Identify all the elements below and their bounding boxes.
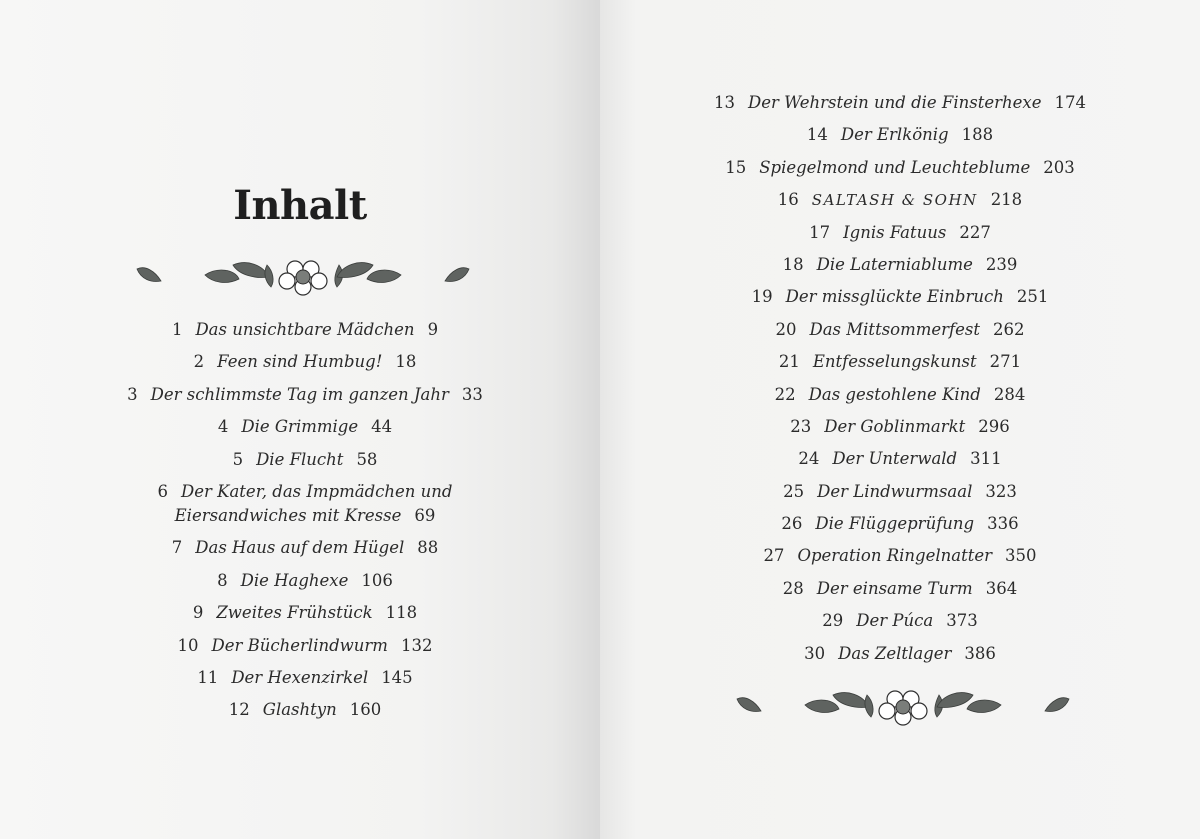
chapter-title-line2: Eiersandwiches mit Kresse	[174, 506, 402, 526]
chapter-number: 7	[171, 538, 183, 558]
page-number: 69	[414, 506, 436, 526]
chapter-number: 5	[232, 449, 244, 469]
chapter-title: Der Goblinmarkt	[824, 416, 966, 436]
chapter-title: Das Zeltlager	[838, 643, 952, 663]
toc-entry[interactable]	[0, 350, 610, 382]
chapter-title: Glashtyn	[262, 700, 337, 720]
page-number: 350	[1005, 546, 1037, 566]
toc-entry[interactable]	[0, 569, 610, 601]
page-number: 145	[381, 668, 413, 688]
page-number: 44	[371, 417, 393, 437]
chapter-number: 13	[713, 93, 735, 112]
toc-entry[interactable]	[0, 383, 610, 415]
chapter-title: Spiegelmond und Leuchteblume	[759, 157, 1031, 177]
toc-entry[interactable]	[600, 318, 1200, 350]
chapter-number: 18	[782, 254, 804, 274]
page-number: 251	[1016, 287, 1049, 307]
chapter-number: 12	[228, 700, 250, 720]
page-number: 132	[400, 635, 433, 655]
toc-entry[interactable]	[600, 123, 1200, 155]
chapter-title: Die Haghexe	[240, 570, 349, 590]
chapter-title: Der Hexenzirkel	[231, 668, 369, 688]
page-number: 284	[993, 384, 1026, 404]
chapter-number: 28	[782, 578, 804, 598]
chapter-number: 17	[809, 222, 831, 242]
chapter-title: Operation Ringelnatter	[797, 546, 993, 566]
page-number: 239	[985, 254, 1018, 274]
chapter-number: 3	[127, 384, 138, 404]
toc-entry[interactable]	[600, 415, 1200, 447]
page-number: 33	[461, 384, 483, 404]
chapter-number: 30	[804, 643, 826, 663]
toc-entry[interactable]	[600, 577, 1200, 609]
toc-entry[interactable]	[0, 666, 610, 698]
page-number: 336	[987, 514, 1019, 534]
toc-entry[interactable]	[0, 536, 610, 568]
ornament-flower	[879, 691, 927, 725]
toc-entry[interactable]	[600, 156, 1200, 188]
chapter-number: 8	[217, 570, 228, 590]
toc-entry[interactable]	[0, 415, 610, 447]
toc-entry[interactable]	[0, 480, 610, 537]
chapter-title: Das Mittsommerfest	[809, 319, 981, 339]
toc-entry[interactable]	[0, 634, 610, 666]
chapter-number: 25	[783, 481, 805, 501]
page-number: 311	[970, 449, 1002, 469]
page-number: 364	[985, 578, 1018, 598]
chapter-number: 4	[217, 417, 229, 437]
toc-entry[interactable]	[600, 480, 1200, 512]
chapter-number: 23	[790, 416, 812, 436]
page-number: 227	[959, 222, 991, 242]
chapter-title: Der missglückte Einbruch	[785, 287, 1004, 307]
chapter-title: Der Bücherlindwurm	[211, 635, 388, 655]
toc-entry[interactable]	[600, 91, 1200, 123]
chapter-number: 2	[193, 352, 205, 372]
chapter-title: Der Wehrstein und die Finsterhexe	[747, 93, 1042, 112]
chapter-number: 15	[725, 157, 747, 177]
chapter-title: Das unsichtbare Mädchen	[195, 320, 415, 339]
page-number: 386	[964, 643, 996, 663]
chapter-number: 16	[777, 190, 799, 210]
ornament-flower	[279, 261, 327, 295]
page-number: 18	[395, 352, 417, 372]
chapter-number: 6	[157, 481, 169, 501]
chapter-number: 22	[774, 384, 796, 404]
page-number: 218	[990, 190, 1023, 210]
toc-entry[interactable]	[0, 601, 610, 633]
chapter-number: 1	[171, 320, 183, 339]
page-number: 296	[978, 416, 1010, 436]
toc-entry[interactable]	[600, 447, 1200, 479]
chapter-number: 14	[806, 125, 828, 145]
chapter-title: Die Flüggeprüfung	[815, 514, 975, 534]
chapter-title: Der Unterwald	[832, 449, 958, 469]
chapter-title: Der einsame Turm	[816, 578, 973, 598]
chapter-title: Feen sind Humbug!	[217, 352, 383, 372]
chapter-title: Die Flucht	[256, 449, 344, 469]
page-number: 58	[356, 449, 378, 469]
chapter-title: Entfesselungskunst	[812, 352, 977, 372]
chapter-number: 9	[192, 603, 204, 623]
page-number: 174	[1054, 93, 1086, 112]
page-number: 262	[993, 319, 1025, 339]
chapter-title: Die Laterniablume	[816, 254, 973, 274]
page-number: 106	[361, 570, 393, 590]
chapter-number: 29	[822, 611, 844, 631]
chapter-number: 10	[177, 635, 199, 655]
toc-entry[interactable]	[0, 318, 610, 350]
chapter-number: 24	[798, 449, 820, 469]
chapter-title: Der schlimmste Tag im ganzen Jahr	[150, 384, 449, 404]
leaf-flower-ornament-bottom-icon	[735, 685, 1071, 727]
page-number: 188	[961, 125, 994, 145]
toc-list-right	[600, 91, 1200, 674]
chapter-title: Das gestohlene Kind	[808, 384, 981, 404]
page-number: 9	[427, 320, 439, 339]
toc-entry[interactable]	[600, 188, 1200, 220]
page-number: 160	[349, 700, 382, 720]
toc-list-left	[0, 318, 610, 731]
page-number: 88	[417, 538, 439, 558]
chapter-title: Der Púca	[856, 611, 934, 631]
toc-entry[interactable]	[600, 609, 1200, 641]
chapter-title: Ignis Fatuus	[843, 222, 947, 242]
chapter-title: Der Kater, das Impmädchen und	[181, 481, 453, 501]
toc-entry[interactable]	[600, 642, 1200, 674]
toc-entry[interactable]	[600, 350, 1200, 382]
toc-entry[interactable]	[0, 448, 610, 480]
chapter-number: 21	[778, 352, 800, 372]
chapter-number: 11	[197, 668, 219, 688]
chapter-title: SALTASH & SOHN	[811, 191, 978, 210]
page-number: 203	[1043, 157, 1075, 177]
page-number: 373	[946, 611, 978, 631]
chapter-number: 20	[775, 319, 797, 339]
chapter-number: 27	[763, 546, 785, 566]
page-number: 271	[989, 352, 1022, 372]
toc-entry[interactable]	[600, 512, 1200, 544]
toc-entry[interactable]	[600, 383, 1200, 415]
toc-entry[interactable]	[600, 253, 1200, 285]
leaf-flower-ornament-icon	[135, 255, 471, 297]
chapter-title: Das Haus auf dem Hügel	[195, 538, 405, 558]
toc-entry[interactable]	[600, 285, 1200, 317]
page-number: 118	[385, 603, 418, 623]
toc-entry[interactable]	[0, 698, 610, 730]
page-title: Inhalt	[233, 182, 367, 229]
toc-entry[interactable]	[600, 544, 1200, 576]
chapter-title: Zweites Frühstück	[216, 603, 373, 623]
chapter-number: 26	[781, 514, 803, 534]
chapter-title: Der Erlkönig	[840, 125, 949, 145]
chapter-number: 19	[751, 287, 773, 307]
chapter-title: Die Grimmige	[241, 417, 359, 437]
toc-entry[interactable]	[600, 221, 1200, 253]
page-number: 323	[985, 481, 1017, 501]
chapter-title: Der Lindwurmsaal	[817, 481, 973, 501]
